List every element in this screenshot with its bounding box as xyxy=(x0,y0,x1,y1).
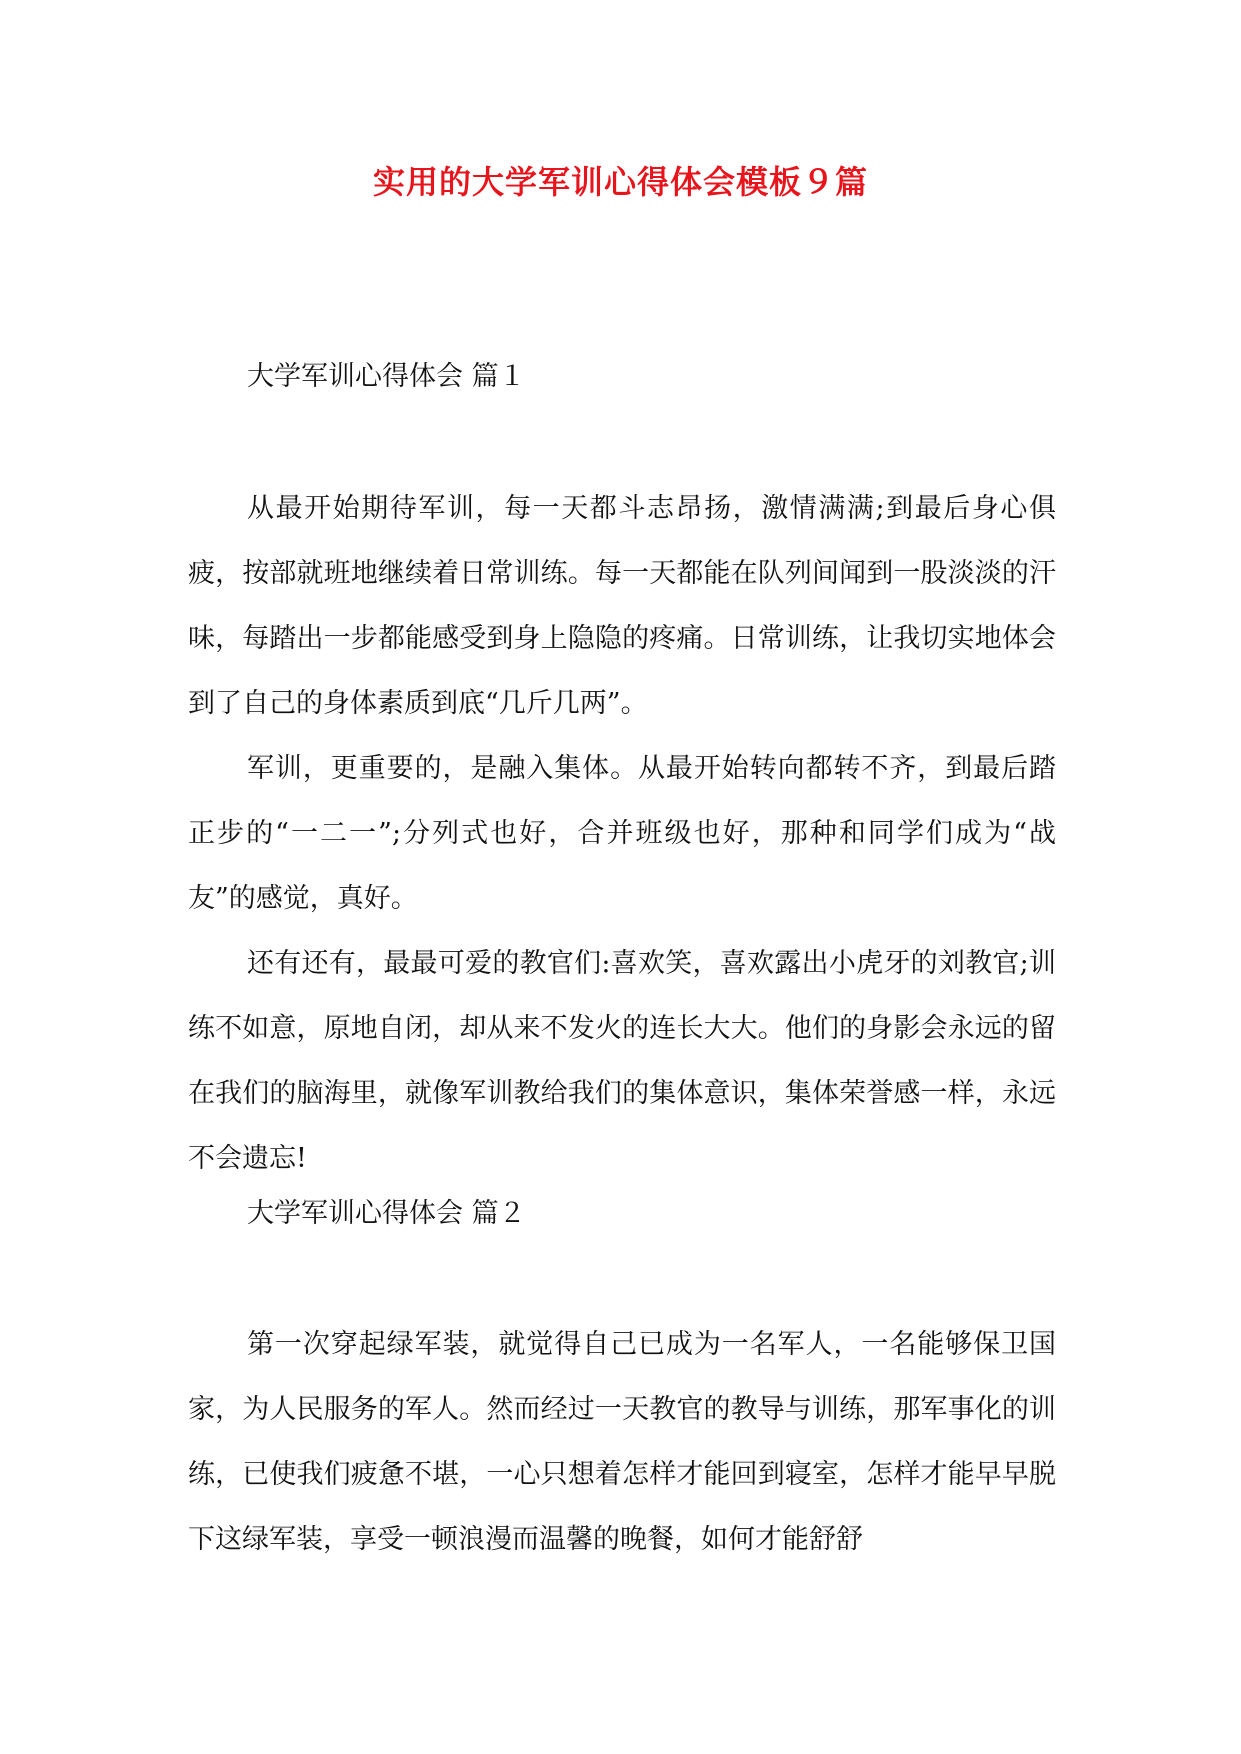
paragraph-2-1: 第一次穿起绿军装，就觉得自己已成为一名军人，一名能够保卫国家，为人民服务的军人。然而经过一天教官的教导与训练，那军事化的训练，已使我们疲惫不堪，一心只想着怎样才能回到寝室，怎样才能早早脱下这绿军装，享受一顿浪漫而温馨的晚餐，如何才能舒舒 xyxy=(188,1329,1056,1555)
paragraph-1-1: 从最开始期待军训，每一天都斗志昂扬，激情满满;到最后身心俱疲，按部就班地继续着日常训练。每一天都能在队列间闻到一股淡淡的汗味，每踏出一步都能感受到身上隐隐的疼痛。日常训练，让我切实地体会到了自己的身体素质到底“几斤几两”。 xyxy=(188,493,1056,719)
paragraph-1-3: 还有还有，最最可爱的教官们:喜欢笑，喜欢露出小虎牙的刘教官;训练不如意，原地自闭，却从来不发火的连长大大。他们的身影会永远的留在我们的脑海里，就像军训教给我们的集体意识，集体荣誉感一样，永远不会遗忘! xyxy=(188,948,1056,1174)
paragraph-1-2: 军训，更重要的，是融入集体。从最开始转向都转不齐，到最后踏正步的“一二一”;分列式也好，合并班级也好，那种和同学们成为“战友”的感觉，真好。 xyxy=(188,753,1056,914)
document-title: 实用的大学军训心得体会模板９篇 xyxy=(372,163,868,201)
section-heading-2: 大学军训心得体会 篇２ xyxy=(247,1198,526,1229)
section-heading-1: 大学军训心得体会 篇１ xyxy=(247,361,526,392)
